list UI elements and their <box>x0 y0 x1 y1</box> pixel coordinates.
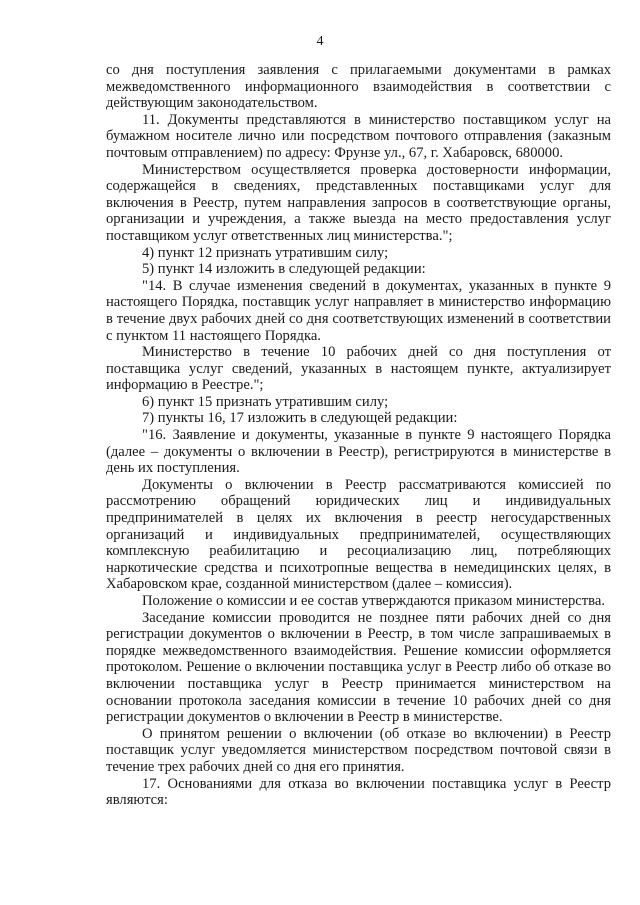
paragraph-item-14: "14. В случае изменения сведений в документах, указанных в пункте 9 настоящего Порядка, поставщик услуг направляет в министерство информацию в течение двух рабочих дней со дня соответствующих изменений в соответствии с пунктом 11 настоящего Порядка. <box>106 277 611 344</box>
page-number: 4 <box>316 34 324 49</box>
document-body <box>106 62 611 809</box>
paragraph-item-16: "16. Заявление и документы, указанные в пункте 9 настоящего Порядка (далее – документы о включении в Реестр), регистрируются в министерстве в день их поступления. <box>106 427 611 477</box>
paragraph-item-11: 11. Документы представляются в министерство поставщиком услуг на бумажном носителе лично или посредством почтового отправления (заказным почтовым отправлением) по адресу: Фрунзе ул., 67, г. Хабаровск, 680000. <box>106 111 611 161</box>
paragraph-amendment-6: 6) пункт 15 признать утратившим силу; <box>142 393 389 410</box>
paragraph-amendment-7: 7) пункты 16, 17 изложить в следующей редакции: <box>142 410 458 427</box>
paragraph-commission-meeting: Заседание комиссии проводится не позднее пяти рабочих дней со дня регистрации документов о включении в Реестр, в том числе запрашиваемых в порядке межведомственного взаимодействия. Решение комиссии оформляется протоколом. Решение о включении поставщика услуг в Реестр либо об отказе во включении поставщика услуг в Реестр принимается министерством на основании протокола заседания комиссии в течение 10 рабочих дней со дня регистрации документов о включении в Реестр в министерстве. <box>106 609 611 726</box>
paragraph-continuation: со дня поступления заявления с прилагаемыми документами в рамках межведомственного информационного взаимодействия в соответствии с действующим законодательством. <box>106 62 611 112</box>
paragraph-amendment-5: 5) пункт 14 изложить в следующей редакции: <box>142 261 426 278</box>
paragraph-amendment-4: 4) пункт 12 признать утратившим силу; <box>142 244 389 261</box>
paragraph-notification: О принятом решении о включении (об отказе во включении) в Реестр поставщик услуг уведомляется министерством посредством почтовой связи в течение трех рабочих дней со дня его принятия. <box>106 725 611 775</box>
paragraph-verification: Министерством осуществляется проверка достоверности информации, содержащейся в сведениях, представленных поставщиками услуг для включения в Реестр, путем направления запросов в соответствующие органы, организации и учреждения, а также выезда на место предоставления услуг поставщиком услуг ответственных лиц министерства."; <box>106 161 611 244</box>
paragraph-commission-regulation: Положение о комиссии и ее состав утверждаются приказом министерства. <box>142 593 605 609</box>
paragraph-item-17: 17. Основаниями для отказа во включении поставщика услуг в Реестр являются: <box>106 775 611 809</box>
paragraph-registry-update: Министерство в течение 10 рабочих дней со дня поступления от поставщика услуг сведений, указанных в настоящем пункте, актуализирует информацию в Реестре."; <box>106 344 611 394</box>
paragraph-commission-review: Документы о включении в Реестр рассматриваются комиссией по рассмотрению обращений юридических лиц и индивидуальных предпринимателей в целях их включения в реестр негосударственных организаций и индивидуальных предпринимателей, осуществляющих комплексную реабилитацию и ресоциализацию лиц, потребляющих наркотические средства и психотропные вещества в немедицинских целях, в Хабаровском крае, созданной министерством (далее – комиссия). <box>106 476 611 593</box>
